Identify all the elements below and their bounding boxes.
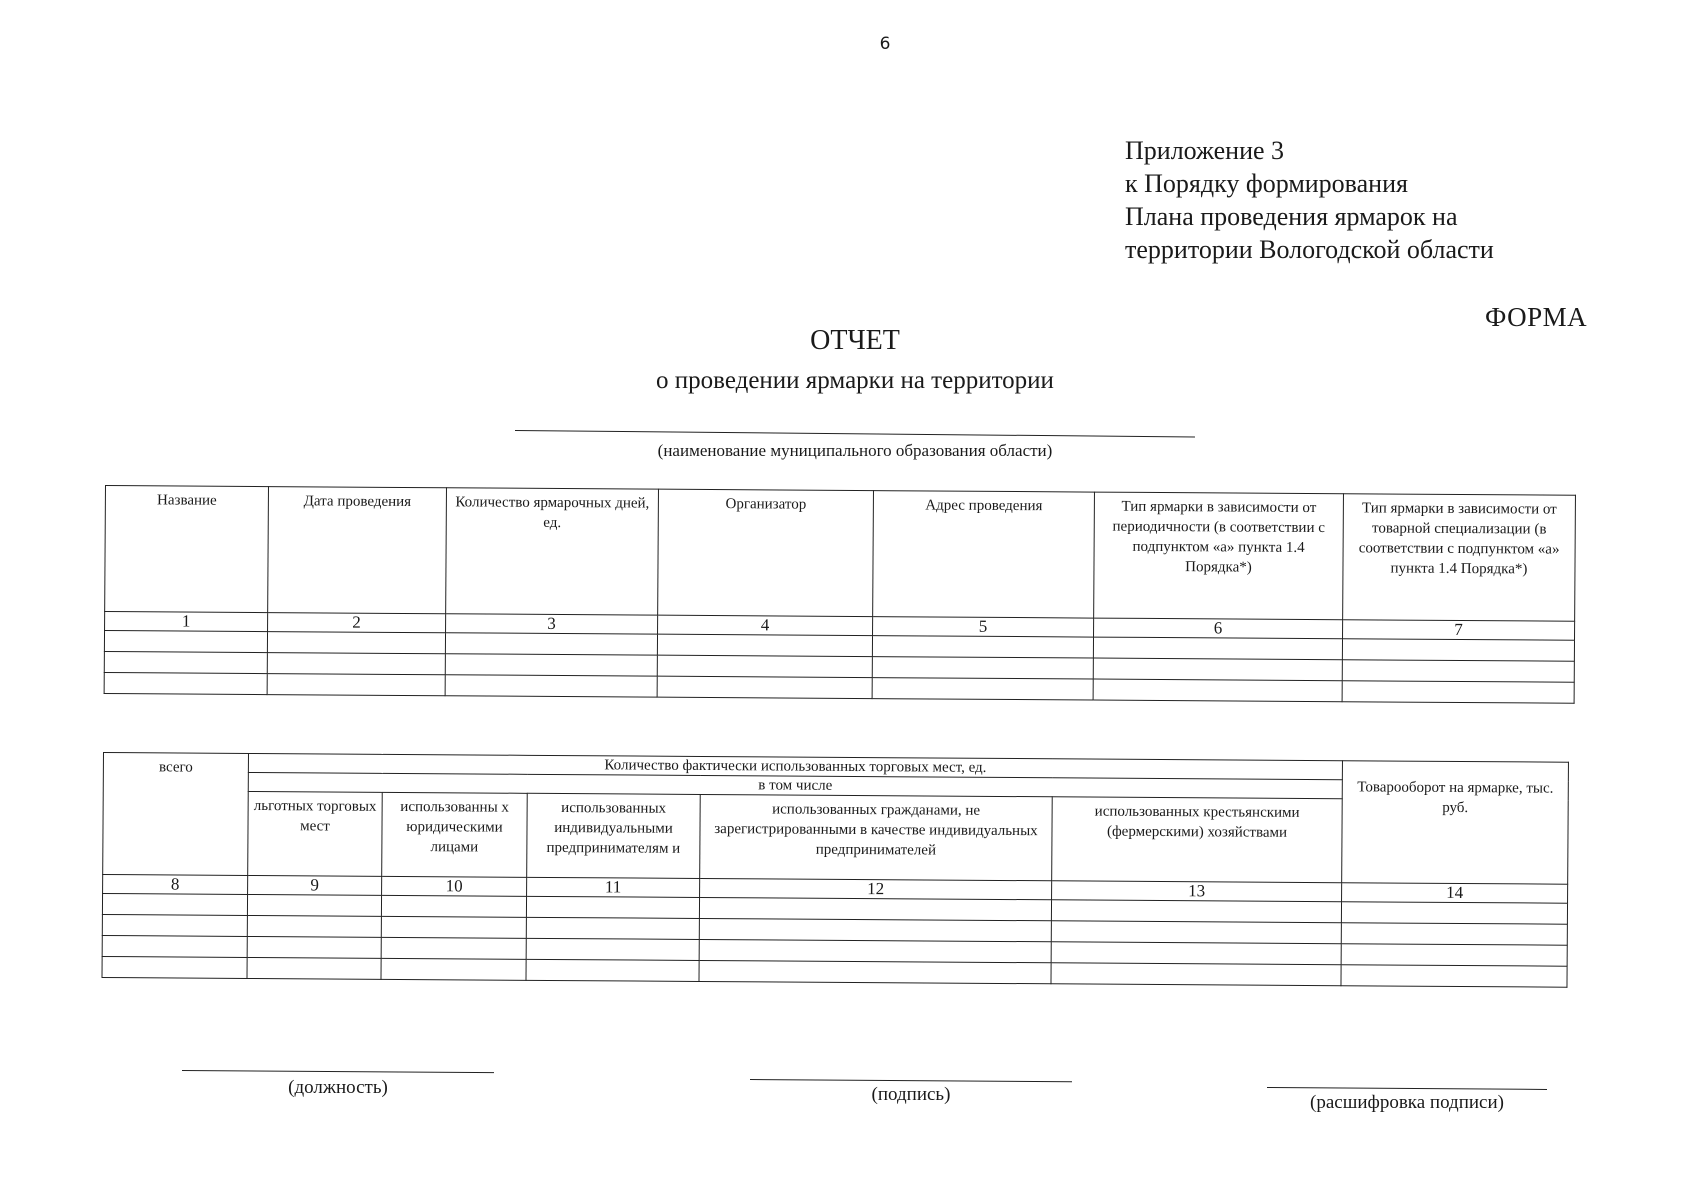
table-cell[interactable] [872, 657, 1093, 679]
appendix-line-4: территории Вологодской области [1125, 235, 1494, 264]
table-cell[interactable] [247, 915, 381, 937]
table-cell[interactable] [381, 916, 526, 938]
trading-places-table [102, 752, 1570, 988]
table-cell[interactable] [699, 960, 1051, 983]
table-cell[interactable] [102, 935, 247, 957]
municipality-line[interactable] [515, 430, 1195, 438]
subgroup-header-including: в том числе [248, 772, 1342, 798]
table-cell[interactable] [1051, 942, 1341, 965]
col-header-citizens: использованных гражданами, не зарегистрированными в качестве индивидуальных предпринимателей [700, 794, 1053, 880]
table-cell[interactable] [102, 894, 247, 916]
table-cell[interactable] [381, 958, 526, 980]
table-cell[interactable] [1093, 637, 1342, 660]
appendix-line-1: Приложение 3 [1125, 136, 1285, 165]
table-cell[interactable] [657, 634, 872, 656]
table-cell[interactable] [445, 654, 657, 676]
table-cell[interactable] [872, 678, 1093, 700]
position-line[interactable] [182, 1070, 494, 1073]
col-header-periodicity-type: Тип ярмарки в зависимости от периодичности (в соответствии с подпунктом «а» пункта 1.4 Порядка*) [1094, 492, 1344, 620]
table-cell[interactable] [1051, 963, 1341, 986]
column-number: 6 [1094, 618, 1343, 639]
municipality-caption: (наименование муниципального образования области) [657, 441, 1053, 460]
col-header-turnover: Товарооборот на ярмарке, тыс. руб. [1342, 761, 1569, 884]
column-number: 4 [658, 615, 873, 635]
report-title: ОТЧЕТ [810, 325, 900, 356]
position-caption: (должность) [288, 1077, 388, 1098]
table-cell[interactable] [526, 917, 699, 939]
table-cell[interactable] [1341, 965, 1567, 987]
table-cell[interactable] [1342, 639, 1574, 662]
column-number: 10 [382, 876, 527, 896]
table-cell[interactable] [1341, 902, 1567, 924]
table-cell[interactable] [247, 894, 381, 916]
group-header-used-places: Количество фактически использованных торговых мест, ед. [248, 753, 1342, 779]
col-header-farms: использованных крестьянскими (фермерскими) хозяйствами [1052, 797, 1343, 883]
column-number: 3 [446, 614, 658, 634]
fair-info-table [104, 485, 1576, 704]
signature-caption: (подпись) [871, 1084, 951, 1105]
table-cell[interactable] [381, 895, 526, 917]
decoding-caption: (расшифровка подписи) [1310, 1092, 1504, 1113]
report-subtitle: о проведении ярмарки на территории [656, 367, 1054, 394]
table-cell[interactable] [104, 631, 267, 653]
table-cell[interactable] [1093, 679, 1342, 702]
table-cell[interactable] [247, 936, 381, 958]
table-cell[interactable] [445, 633, 657, 655]
table-cell[interactable] [699, 897, 1051, 920]
column-number: 1 [105, 612, 268, 632]
table-cell[interactable] [699, 939, 1051, 962]
table-cell[interactable] [1341, 944, 1567, 966]
table-cell[interactable] [1093, 658, 1342, 681]
appendix-line-3: Плана проведения ярмарок на [1125, 202, 1458, 231]
table-cell[interactable] [1342, 681, 1574, 704]
table-cell[interactable] [526, 959, 699, 981]
column-number: 14 [1342, 883, 1568, 903]
table-cell[interactable] [872, 636, 1093, 658]
table-cell[interactable] [526, 938, 699, 960]
col-header-name: Название [105, 486, 269, 613]
table-cell[interactable] [657, 676, 872, 698]
signature-line[interactable] [750, 1079, 1072, 1082]
col-header-preferential: льготных торговых мест [248, 791, 383, 876]
column-number: 13 [1052, 881, 1342, 902]
table-cell[interactable] [104, 672, 267, 694]
table-cell[interactable] [699, 918, 1051, 941]
col-header-legal-entities: использованны х юридическими лицами [382, 792, 528, 877]
col-header-total: всего [103, 753, 249, 876]
table-cell[interactable] [526, 896, 699, 918]
table-cell[interactable] [1341, 923, 1567, 945]
form-label: ФОРМА [1485, 302, 1588, 332]
column-number: 8 [103, 875, 248, 895]
table-cell[interactable] [267, 632, 445, 654]
column-number: 7 [1343, 620, 1575, 641]
appendix-note [1125, 134, 1494, 266]
col-header-organizer: Организатор [658, 489, 874, 616]
table-cell[interactable] [1051, 921, 1341, 944]
table-cell[interactable] [102, 956, 247, 978]
column-number: 12 [700, 878, 1052, 899]
col-header-entrepreneurs: использованных индивидуальными предпринимателям и [527, 793, 701, 878]
col-header-address: Адрес проведения [873, 491, 1095, 618]
table-cell[interactable] [381, 937, 526, 959]
column-number: 11 [527, 877, 700, 897]
table-cell[interactable] [102, 914, 247, 936]
column-number: 5 [873, 617, 1094, 637]
appendix-line-2: к Порядку формирования [1125, 169, 1408, 198]
column-number: 9 [248, 875, 382, 895]
table-cell[interactable] [267, 674, 445, 696]
col-header-specialization-type: Тип ярмарки в зависимости от товарной специализации (в соответствии с подпунктом «а» пункта 1.4 Порядка*) [1343, 494, 1576, 622]
table-header-row [105, 486, 1576, 622]
page-number: 6 [879, 34, 891, 54]
col-header-days: Количество ярмарочных дней, ед. [446, 488, 659, 615]
decoding-line[interactable] [1267, 1087, 1547, 1090]
table-cell[interactable] [267, 653, 445, 675]
table-cell[interactable] [104, 651, 267, 673]
column-number: 2 [268, 613, 446, 633]
table-cell[interactable] [1051, 900, 1341, 923]
table-cell[interactable] [247, 957, 381, 979]
table-cell[interactable] [657, 655, 872, 677]
col-header-date: Дата проведения [268, 487, 447, 614]
table-cell[interactable] [1342, 660, 1574, 683]
table-cell[interactable] [445, 675, 657, 697]
